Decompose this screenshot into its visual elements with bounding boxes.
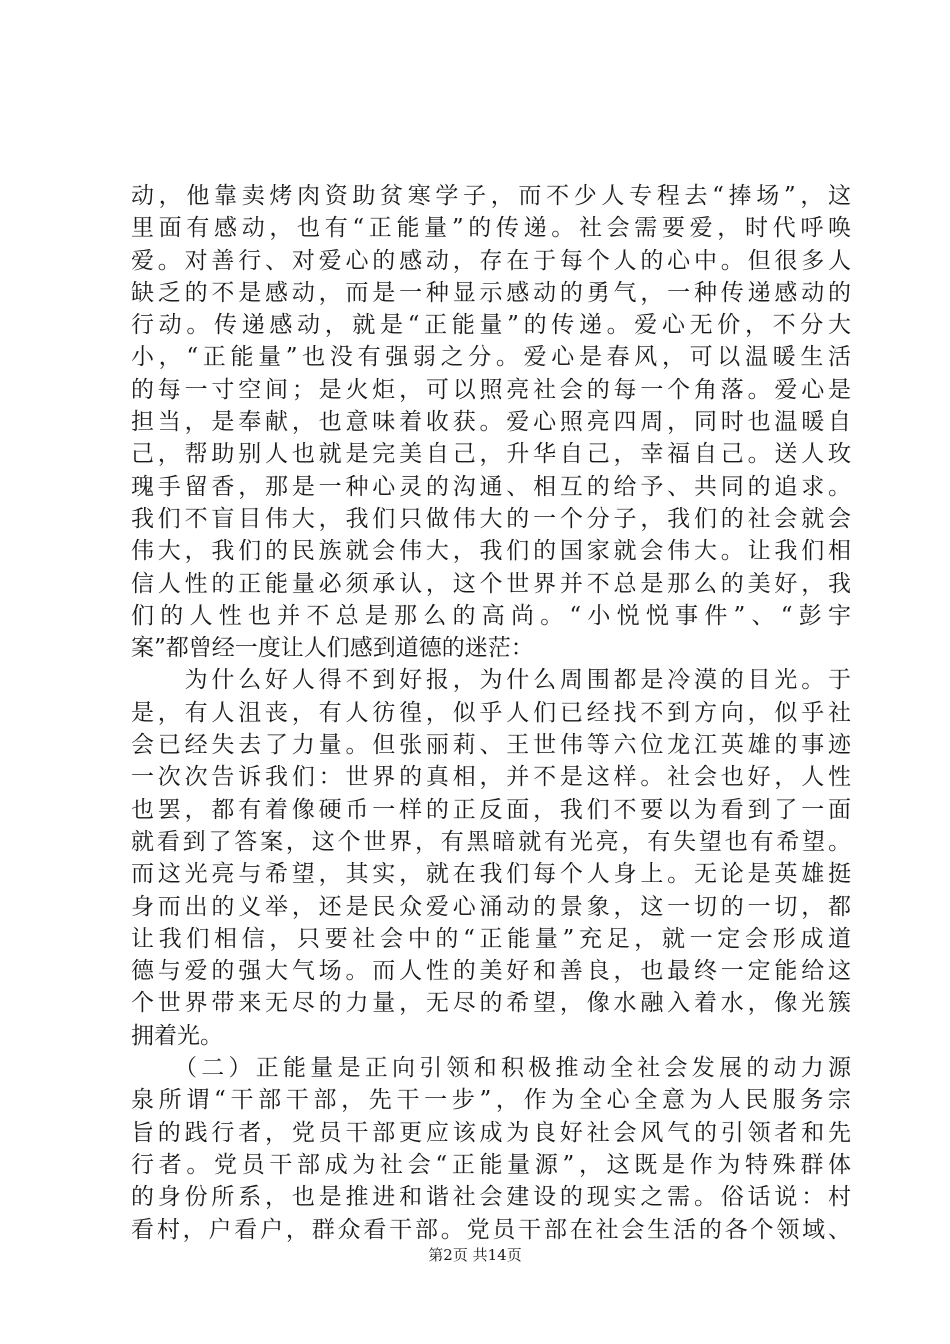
text-line: 爱。对善行、对爱心的感动，存在于每个人的心中。但很多人 <box>131 247 851 274</box>
text-line: 我们不盲目伟大，我们只做伟大的一个分子，我们的社会就会 <box>131 505 851 532</box>
text-line: 信人性的正能量必须承认，这个世界并不总是那么的美好，我 <box>131 570 851 597</box>
text-line: 就看到了答案，这个世界，有黑暗就有光亮，有失望也有希望。 <box>131 828 851 855</box>
text-line: 己，帮助别人也就是完美自己，升华自己，幸福自己。送人玫 <box>131 441 851 468</box>
text-line: 伟大，我们的民族就会伟大，我们的国家就会伟大。让我们相 <box>131 538 851 565</box>
text-line: 瑰手留香，那是一种心灵的沟通、相互的给予、共同的追求。 <box>131 473 851 500</box>
page-footer: 第2页 共14页 <box>428 1246 522 1264</box>
text-line: 让我们相信，只要社会中的“正能量”充足，就一定会形成道 <box>131 925 851 952</box>
text-line: 德与爱的强大气场。而人性的美好和善良，也最终一定能给这 <box>131 958 851 985</box>
text-line: 里面有感动，也有“正能量”的传递。社会需要爱，时代呼唤 <box>131 215 851 242</box>
text-line: 行者。党员干部成为社会“正能量源”，这既是作为特殊群体 <box>131 1151 851 1178</box>
text-line: 小，“正能量”也没有强弱之分。爱心是春风，可以温暖生活 <box>131 344 851 371</box>
text-line: 一次次告诉我们：世界的真相，并不是这样。社会也好，人性 <box>131 764 851 791</box>
body-text <box>131 180 851 1246</box>
text-line: 而这光亮与希望，其实，就在我们每个人身上。无论是英雄挺 <box>131 861 851 888</box>
text-line: 身而出的义举，还是民众爱心涌动的景象，这一切的一切，都 <box>131 893 851 920</box>
text-line: 行动。传递感动，就是“正能量”的传递。爱心无价，不分大 <box>131 312 851 339</box>
text-line: 个世界带来无尽的力量，无尽的希望，像水融入着水，像光簇 <box>131 990 851 1017</box>
text-line: 的每一寸空间；是火炬，可以照亮社会的每一个角落。爱心是 <box>131 376 851 403</box>
text-line: 会已经失去了力量。但张丽莉、王世伟等六位龙江英雄的事迹 <box>131 732 851 759</box>
text-line: 案”都曾经一度让人们感到道德的迷茫： <box>131 635 534 662</box>
text-line: 的身份所系，也是推进和谐社会建设的现实之需。俗话说：村 <box>131 1184 851 1211</box>
text-line: （二）正能量是正向引领和积极推动全社会发展的动力源 <box>131 1055 851 1082</box>
text-line: 也罢，都有着像硬币一样的正反面，我们不要以为看到了一面 <box>131 796 851 823</box>
text-line: 动，他靠卖烤肉资助贫寒学子，而不少人专程去“捧场”，这 <box>131 183 851 209</box>
text-line: 们的人性也并不总是那么的高尚。“小悦悦事件”、“彭宇 <box>131 602 851 629</box>
text-line: 旨的践行者，党员干部更应该成为良好社会风气的引领者和先 <box>131 1119 851 1146</box>
text-line: 是，有人沮丧，有人彷徨，似乎人们已经找不到方向，似乎社 <box>131 699 851 726</box>
text-line: 缺乏的不是感动，而是一种显示感动的勇气，一种传递感动的 <box>131 279 851 306</box>
text-line: 看村，户看户，群众看干部。党员干部在社会生活的各个领域、 <box>131 1216 851 1243</box>
text-line: 拥着光。 <box>131 1022 223 1049</box>
text-line: 担当，是奉献，也意味着收获。爱心照亮四周，同时也温暖自 <box>131 409 851 436</box>
text-line: 泉所谓“干部干部，先干一步”，作为全心全意为人民服务宗 <box>131 1087 851 1114</box>
text-line: 为什么好人得不到好报，为什么周围都是冷漠的目光。于 <box>131 667 851 694</box>
